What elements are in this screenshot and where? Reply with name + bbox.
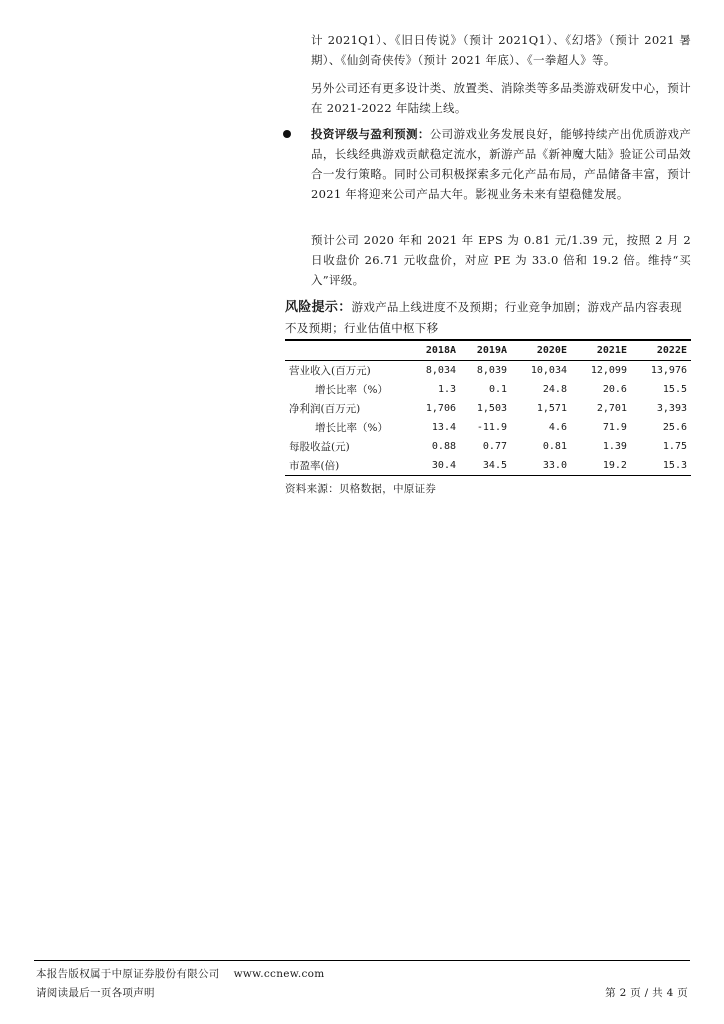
paragraph-rd-center: 另外公司还有更多设计类、放置类、消除类等多品类游戏研发中心，预计在 2021-2022 年陆续上线。	[311, 81, 691, 115]
table-cell: 12,099	[590, 365, 627, 376]
table-cell: 25.6	[662, 422, 687, 433]
table-header-cell: 2021E	[571, 340, 631, 361]
table-cell: 2,701	[596, 403, 627, 414]
footer-copyright: 本报告版权属于中原证券股份有限公司	[36, 968, 220, 980]
row-label: 增长比率（%）	[315, 384, 388, 396]
data-source-note: 资料来源：贝格数据，中原证券	[285, 483, 437, 495]
table-cell: 1,503	[476, 403, 507, 414]
table-cell: 8,034	[425, 365, 456, 376]
table-cell: 1.75	[662, 441, 687, 452]
table-cell: 15.3	[631, 456, 691, 476]
table-cell: 4.6	[548, 422, 567, 433]
table-cell: 1.3	[437, 384, 456, 395]
table-cell: 19.2	[571, 456, 631, 476]
table-cell: 15.5	[662, 384, 687, 395]
table-cell: 0.81	[542, 441, 567, 452]
row-label: 净利润(百万元)	[289, 403, 361, 415]
table-cell: 0.77	[482, 441, 507, 452]
risk-text: 游戏产品上线进度不及预期；行业竞争加剧；游戏产品内容表现不及预期；行业估值中枢下移	[285, 300, 682, 335]
table-cell: 10,034	[530, 365, 567, 376]
table-cell: 20.6	[602, 384, 627, 395]
table-cell: -11.9	[476, 422, 507, 433]
table-cell: 13,976	[650, 365, 687, 376]
row-label: 市盈率(倍)	[285, 456, 409, 476]
table-row	[285, 380, 691, 399]
row-label: 每股收益(元)	[289, 441, 350, 453]
risk-label: 风险提示：	[285, 300, 352, 315]
row-label: 营业收入(百万元)	[289, 365, 371, 377]
table-cell: 1,571	[536, 403, 567, 414]
table-header-cell	[285, 340, 409, 361]
financial-forecast-table	[285, 339, 691, 476]
table-cell: 33.0	[511, 456, 571, 476]
footer-url-link[interactable]: www.ccnew.com	[233, 968, 325, 980]
table-cell: 34.5	[460, 456, 511, 476]
table-row	[285, 418, 691, 437]
footer-divider	[34, 960, 690, 961]
table-header-cell: 2019A	[460, 340, 511, 361]
table-row	[285, 399, 691, 418]
risk-warning	[285, 297, 691, 338]
paragraph-game-pipeline: 计 2021Q1）、《旧日传说》（预计 2021Q1）、《幻塔》（预计 2021 暑期）、《仙剑奇侠传》（预计 2021 年底）、《一拳超人》等。	[311, 33, 691, 67]
table-cell: 1,706	[425, 403, 456, 414]
footer-copyright-line	[36, 966, 325, 981]
table-header-cell: 2020E	[511, 340, 571, 361]
table-row	[285, 437, 691, 456]
table-row	[285, 456, 691, 476]
table-cell: 71.9	[602, 422, 627, 433]
bullet-dot	[283, 130, 291, 138]
page-number: 第 2 页 / 共 4 页	[605, 987, 688, 999]
table-cell: 30.4	[409, 456, 460, 476]
investment-rating-label: 投资评级与盈利预测：	[311, 127, 430, 141]
table-cell: 0.88	[431, 441, 456, 452]
table-cell: 3,393	[656, 403, 687, 414]
table-cell: 8,039	[476, 365, 507, 376]
table-header-cell: 2022E	[631, 340, 691, 361]
table-cell: 0.1	[488, 384, 507, 395]
table-cell: 24.8	[542, 384, 567, 395]
paragraph-investment-rating	[311, 124, 691, 204]
footer-disclaimer: 请阅读最后一页各项声明	[36, 987, 155, 999]
table-cell: 1.39	[602, 441, 627, 452]
table-header-row	[285, 340, 691, 361]
row-label: 增长比率（%）	[315, 422, 388, 434]
table-row	[285, 361, 691, 381]
table-header-cell: 2018A	[409, 340, 460, 361]
investment-rating-text: 公司游戏业务发展良好，能够持续产出优质游戏产品，长线经典游戏贡献稳定流水，新游产品《新神魔大陆》验证公司品效合一发行策略。同时公司积极探索多元化产品布局，产品储备丰富，预计 2021 年将迎来公司产品大年。影视业务未来有望稳健发展。	[311, 127, 691, 201]
table-cell: 13.4	[431, 422, 456, 433]
paragraph-eps-forecast: 预计公司 2020 年和 2021 年 EPS 为 0.81 元/1.39 元，按照 2 月 2 日收盘价 26.71 元收盘价，对应 PE 为 33.0 倍和 19.2 倍。维持“买入”评级。	[311, 233, 691, 287]
